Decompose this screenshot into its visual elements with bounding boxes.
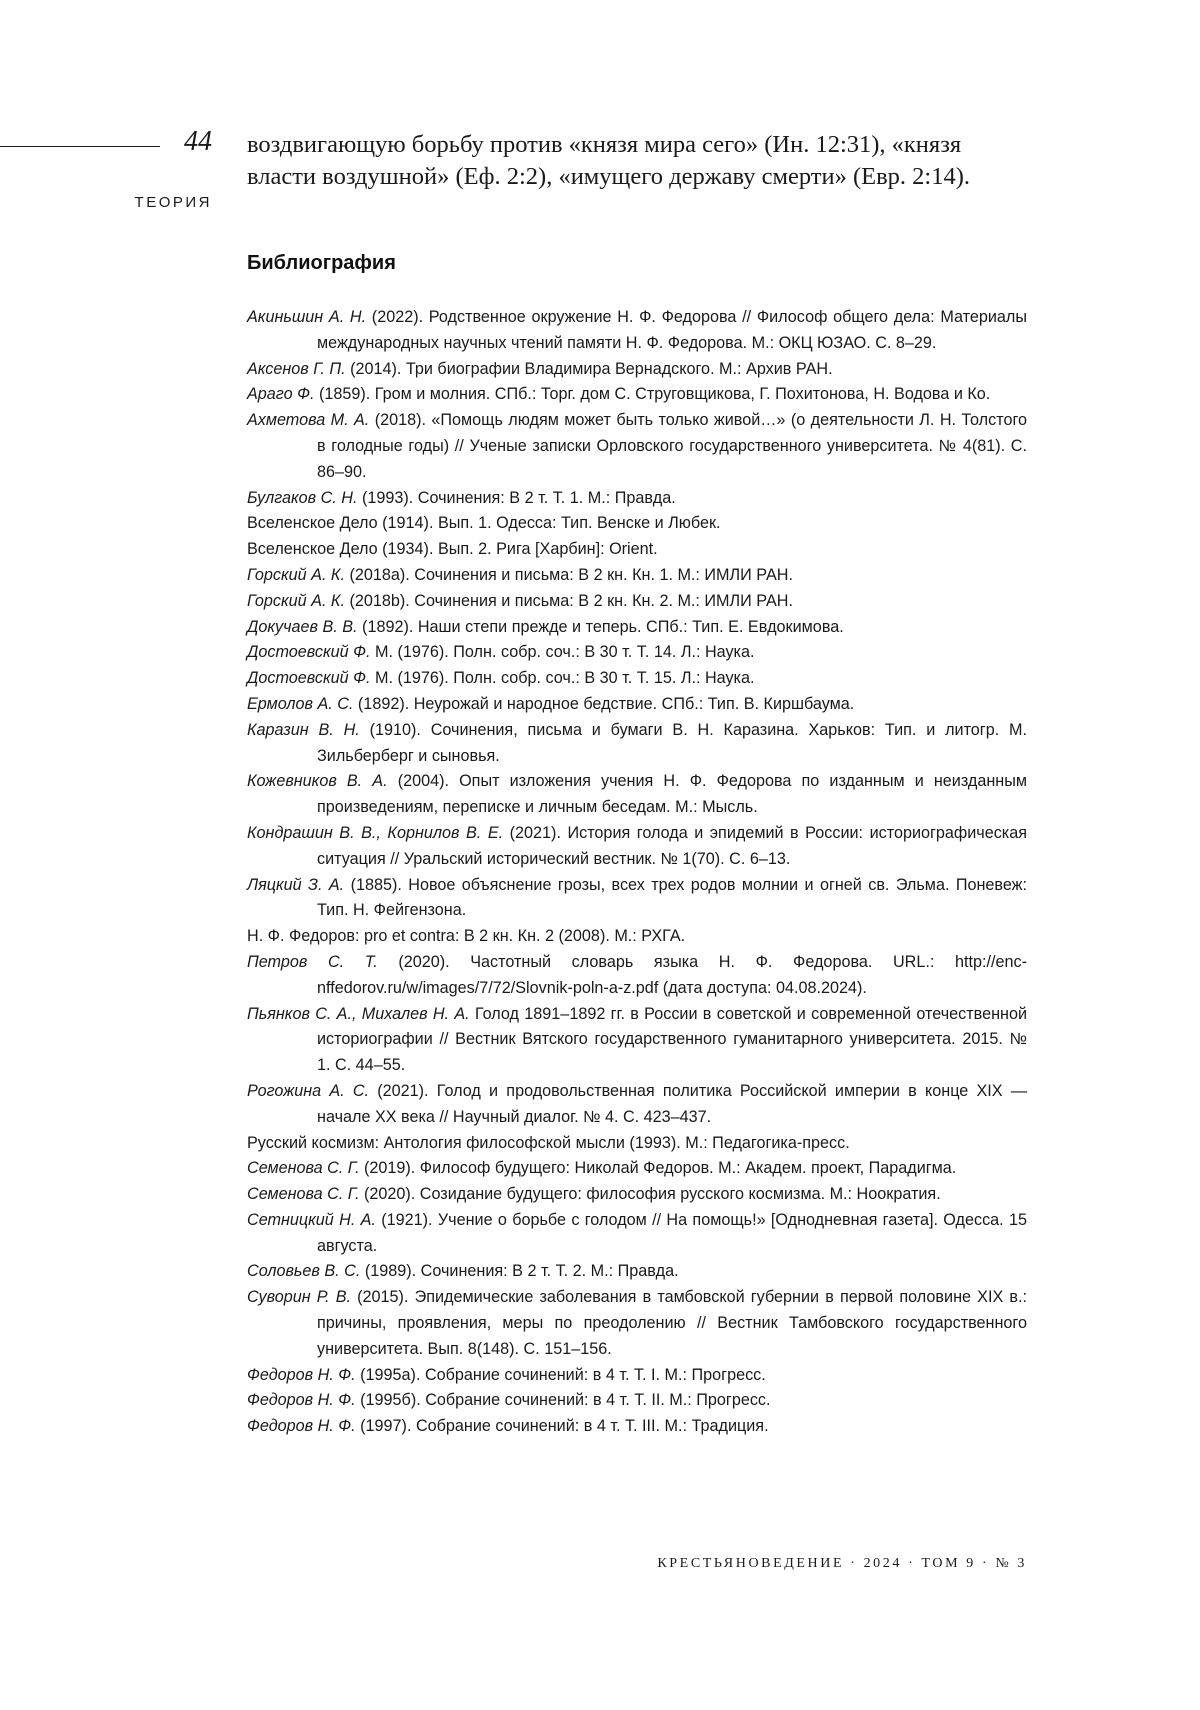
bibliography-entry-author: Докучаев В. В. bbox=[247, 618, 358, 636]
bibliography-entry-author: Соловьев В. С. bbox=[247, 1262, 360, 1280]
bibliography-entry bbox=[247, 537, 1027, 563]
bibliography-entry-author: Горский А. К. bbox=[247, 592, 345, 610]
bibliography-entry-text: (1885). Новое объяснение грозы, всех трех родов молнии и огней св. Эльма. Поневеж: Тип. Н. Фейгензона. bbox=[317, 876, 1027, 920]
bibliography-entry bbox=[247, 1208, 1027, 1260]
header-rule bbox=[0, 146, 160, 147]
bibliography-entry-text: (2021). Голод и продовольственная политика Российской империи в конце XIX — начале XX века // Научный диалог. № 4. С. 423–437. bbox=[317, 1082, 1027, 1126]
bibliography-entry bbox=[247, 1363, 1027, 1389]
bibliography-entry-text: (2018). «Помощь людям может быть только живой…» (о деятельности Л. Н. Толстого в голодные годы) // Ученые записки Орловского государственного университета. № 4(81). С. 86–90. bbox=[317, 411, 1027, 481]
bibliography-entry-text: Вселенское Дело (1934). Вып. 2. Рига [Харбин]: Orient. bbox=[247, 540, 658, 558]
bibliography-entry-text: (1993). Сочинения: В 2 т. Т. 1. М.: Правда. bbox=[358, 489, 676, 507]
bibliography-entry-author: Федоров Н. Ф. bbox=[247, 1391, 356, 1409]
bibliography-entry-text: (1995б). Собрание сочинений: в 4 т. Т. II. М.: Прогресс. bbox=[356, 1391, 771, 1409]
bibliography-entry bbox=[247, 615, 1027, 641]
bibliography-entry-author: Достоевский Ф. bbox=[247, 643, 371, 661]
bibliography-entry-author: Пьянков С. А., Михалев Н. А. bbox=[247, 1005, 470, 1023]
bibliography-entry bbox=[247, 821, 1027, 873]
bibliography-entry bbox=[247, 1285, 1027, 1362]
bibliography-entry-author: Ермолов А. С. bbox=[247, 695, 353, 713]
bibliography-entry-author: Рогожина А. С. bbox=[247, 1082, 369, 1100]
bibliography-entry bbox=[247, 640, 1027, 666]
bibliography-entry-text: (1997). Собрание сочинений: в 4 т. Т. III. М.: Традиция. bbox=[356, 1417, 769, 1435]
bibliography-entry bbox=[247, 666, 1027, 692]
lead-paragraph bbox=[247, 129, 1027, 193]
bibliography-entry bbox=[247, 1079, 1027, 1131]
bibliography-entry-author: Достоевский Ф. bbox=[247, 669, 371, 687]
bibliography-entry bbox=[247, 589, 1027, 615]
bibliography-entry-author: Кондрашин В. В., Корнилов В. Е. bbox=[247, 824, 503, 842]
bibliography-entry bbox=[247, 873, 1027, 925]
bibliography-entry-text: (2021). История голода и эпидемий в России: историографическая ситуация // Уральский исторический вестник. № 1(70). С. 6–13. bbox=[317, 824, 1027, 868]
bibliography-entry bbox=[247, 382, 1027, 408]
bibliography-entry bbox=[247, 305, 1027, 357]
bibliography-entry-text: Голод 1891–1892 гг. в России в советской и современной отечественной историографии // Вестник Вятского государственного гуманитарного университета. 2015. № 1. С. 44–55. bbox=[317, 1005, 1027, 1075]
bibliography-entry-text: (1995a). Собрание сочинений: в 4 т. Т. I. М.: Прогресс. bbox=[356, 1366, 766, 1384]
bibliography-entry bbox=[247, 563, 1027, 589]
bibliography-list bbox=[247, 305, 1027, 1440]
bibliography-entry-text: (1921). Учение о борьбе с голодом // На помощь!» [Однодневная газета]. Одесса. 15 августа. bbox=[317, 1211, 1027, 1255]
lead-line-1: воздвигающую борьбу против «князя мира сего» (Ин. 12:31), «князя bbox=[247, 129, 1027, 161]
bibliography-entry-author: Каразин В. Н. bbox=[247, 721, 360, 739]
bibliography-heading: Библиография bbox=[247, 250, 396, 276]
bibliography-entry-author: Федоров Н. Ф. bbox=[247, 1417, 356, 1435]
bibliography-entry-text: (2018a). Сочинения и письма: В 2 кн. Кн. 1. М.: ИМЛИ РАН. bbox=[345, 566, 793, 584]
bibliography-entry bbox=[247, 769, 1027, 821]
bibliography-entry bbox=[247, 357, 1027, 383]
bibliography-entry bbox=[247, 486, 1027, 512]
lead-line-2: власти воздушной» (Еф. 2:2), «имущего державу смерти» (Евр. 2:14). bbox=[247, 161, 1027, 193]
bibliography-entry-author: Ахметова М. А. bbox=[247, 411, 369, 429]
bibliography-entry-text: М. (1976). Полн. собр. соч.: В 30 т. Т. 15. Л.: Наука. bbox=[371, 669, 755, 687]
bibliography-entry-text: (2018b). Сочинения и письма: В 2 кн. Кн. 2. М.: ИМЛИ РАН. bbox=[345, 592, 793, 610]
bibliography-entry-text: (2019). Философ будущего: Николай Федоров. М.: Академ. проект, Парадигма. bbox=[359, 1159, 956, 1177]
bibliography-entry-text: (1892). Наши степи прежде и теперь. СПб.: Тип. Е. Евдокимова. bbox=[358, 618, 844, 636]
bibliography-entry bbox=[247, 718, 1027, 770]
bibliography-entry-author: Суворин Р. В. bbox=[247, 1288, 351, 1306]
bibliography-entry-author: Ляцкий З. А. bbox=[247, 876, 344, 894]
bibliography-entry-author: Семенова С. Г. bbox=[247, 1159, 359, 1177]
bibliography-entry-text: (2004). Опыт изложения учения Н. Ф. Федорова по изданным и неизданным произведениям, переписке и личным беседам. М.: Мысль. bbox=[317, 772, 1027, 816]
bibliography-entry bbox=[247, 924, 1027, 950]
bibliography-entry-text: (1892). Неурожай и народное бедствие. СПб.: Тип. В. Киршбаума. bbox=[353, 695, 854, 713]
bibliography-entry bbox=[247, 1259, 1027, 1285]
bibliography-entry-text: М. (1976). Полн. собр. соч.: В 30 т. Т. 14. Л.: Наука. bbox=[371, 643, 755, 661]
bibliography-entry-text: (2015). Эпидемические заболевания в тамбовской губернии в первой половине XIX в.: причины, проявления, меры по преодолению // Вестник Тамбовского государственного университета. Вып. 8(148). С. 151–156. bbox=[317, 1288, 1027, 1358]
bibliography-entry-author: Булгаков С. Н. bbox=[247, 489, 358, 507]
bibliography-entry bbox=[247, 1182, 1027, 1208]
bibliography-entry-text: (1910). Сочинения, письма и бумаги В. Н. Каразина. Харьков: Тип. и литогр. М. Зильберберг и сыновья. bbox=[317, 721, 1027, 765]
bibliography-entry-text: (2014). Три биографии Владимира Вернадского. М.: Архив РАН. bbox=[346, 360, 833, 378]
bibliography-entry-text: Русский космизм: Антология философской мысли (1993). М.: Педагогика-пресс. bbox=[247, 1134, 850, 1152]
bibliography-entry bbox=[247, 1131, 1027, 1157]
bibliography-entry bbox=[247, 1002, 1027, 1079]
bibliography-entry-author: Кожевников В. А. bbox=[247, 772, 388, 790]
running-footer: КРЕСТЬЯНОВЕДЕНИЕ · 2024 · ТОМ 9 · № 3 bbox=[657, 1556, 1027, 1572]
bibliography-entry bbox=[247, 511, 1027, 537]
bibliography-entry-author: Петров С. Т. bbox=[247, 953, 378, 971]
bibliography-entry-text: (2020). Частотный словарь языка Н. Ф. Федорова. URL.: http://enc-nffedorov.ru/w/images/7/72/Slovnik-poln-a-z.pdf (дата доступа: 04.08.2024). bbox=[317, 953, 1027, 997]
bibliography-entry-author: Семенова С. Г. bbox=[247, 1185, 359, 1203]
bibliography-entry-text: Вселенское Дело (1914). Вып. 1. Одесса: Тип. Венске и Любек. bbox=[247, 514, 721, 532]
bibliography-entry bbox=[247, 1414, 1027, 1440]
bibliography-entry bbox=[247, 950, 1027, 1002]
page-number: 44 bbox=[184, 126, 212, 158]
bibliography-entry-text: (1989). Сочинения: В 2 т. Т. 2. М.: Правда. bbox=[360, 1262, 678, 1280]
bibliography-entry-text: (2022). Родственное окружение Н. Ф. Федорова // Философ общего дела: Материалы международных научных чтений памяти Н. Ф. Федорова. М.: ОКЦ ЮЗАО. С. 8–29. bbox=[317, 308, 1027, 352]
bibliography-entry-author: Араго Ф. bbox=[247, 385, 314, 403]
bibliography-entry-text: (1859). Гром и молния. СПб.: Торг. дом С. Струговщикова, Г. Похитонова, Н. Водова и Ко. bbox=[314, 385, 990, 403]
bibliography-entry-text: (2020). Созидание будущего: философия русского космизма. М.: Ноократия. bbox=[359, 1185, 940, 1203]
bibliography-entry-text: Н. Ф. Федоров: pro et contra: В 2 кн. Кн. 2 (2008). М.: РХГА. bbox=[247, 927, 685, 945]
bibliography-entry bbox=[247, 1388, 1027, 1414]
bibliography-entry-author: Акиньшин А. Н. bbox=[247, 308, 366, 326]
bibliography-entry bbox=[247, 1156, 1027, 1182]
bibliography-entry-author: Сетницкий Н. А. bbox=[247, 1211, 376, 1229]
section-label: ТЕОРИЯ bbox=[135, 194, 212, 211]
bibliography-entry bbox=[247, 692, 1027, 718]
bibliography-entry-author: Горский А. К. bbox=[247, 566, 345, 584]
bibliography-entry-author: Федоров Н. Ф. bbox=[247, 1366, 356, 1384]
bibliography-entry bbox=[247, 408, 1027, 485]
bibliography-entry-author: Аксенов Г. П. bbox=[247, 360, 346, 378]
